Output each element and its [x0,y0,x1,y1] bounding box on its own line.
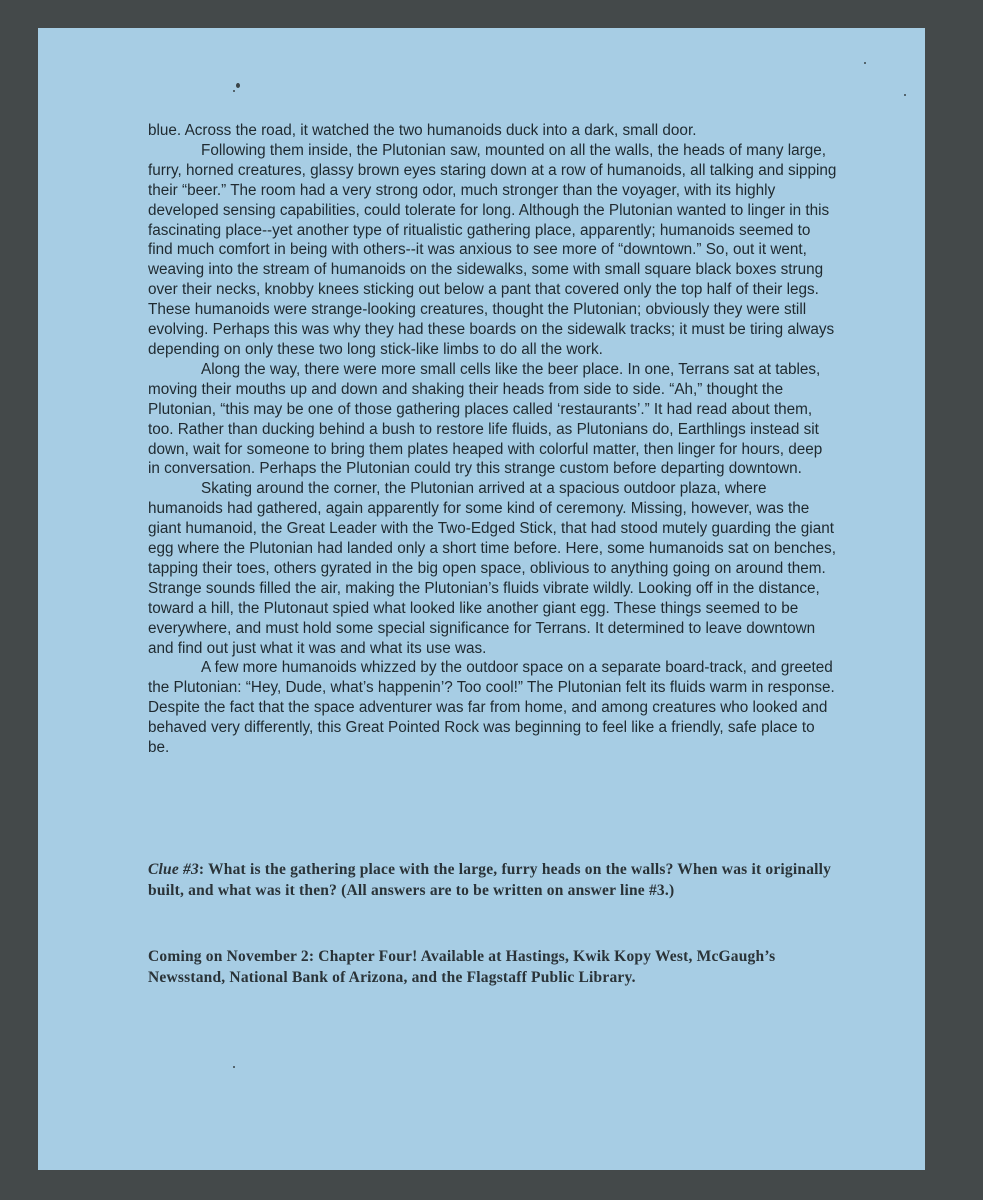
document-page [38,28,925,1170]
story-paragraph: A few more humanoids whizzed by the outdoor space on a separate board-track, and greeted the Plutonian: “Hey, Dude, what’s happenin’? Too cool!” The Plutonian felt its fluids warm in response. Despite the fact that the space adventurer was far from home, and among creatures who looked and behaved very differently, this Great Pointed Rock was beginning to feel like a friendly, safe place to be. [148,659,835,757]
coming-announcement: Coming on November 2: Chapter Four! Available at Hastings, Kwik Kopy West, McGaugh’s Newsstand, National Bank of Arizona, and the Flagstaff Public Library. [148,948,776,986]
story-paragraph: Skating around the corner, the Plutonian arrived at a spacious outdoor plaza, where humanoids had gathered, again apparently for some kind of ceremony. Missing, however, was the giant humanoid, the Great Leader with the Two-Edged Stick, that had stood mutely guarding the giant egg where the Plutonian had landed only a short time before. Here, some humanoids sat on benches, tapping their toes, others gyrated in the big open space, oblivious to anything going on around them. Strange sounds filled the air, making the Plutonian’s fluids vibrate wildly. Looking off in the distance, toward a hill, the Plutonaut spied what looked like another giant egg. These things seemed to be everywhere, and must hold some special significance for Terrans. It determined to leave downtown and find out just what it was and what its use was. [148,480,836,657]
story-body [148,121,838,758]
story-paragraph: Following them inside, the Plutonian saw, mounted on all the walls, the heads of many large, furry, horned creatures, glassy brown eyes staring down at a row of humanoids, all talking and sipping their “beer.” The room had a very strong odor, much stronger than the voyager, with its highly developed sensing capabilities, could tolerate for long. Although the Plutonian wanted to linger in this fascinating place--yet another type of ritualistic gathering place, apparently; humanoids seemed to find much comfort in being with others--it was anxious to see more of “downtown.” So, out it went, weaving into the stream of humanoids on the sidewalks, some with small square black boxes strung over their necks, knobby knees sticking out below a pant that covered only the top half of their legs. These humanoids were strange-looking creatures, thought the Plutonian; obviously they were still evolving. Perhaps this was why they had these boards on the sidewalk tracks; it must be tiring always depending on only these two long stick-like limbs to do all the work. [148,141,837,358]
clue-label: Clue #3 [148,861,199,878]
story-paragraph: blue. Across the road, it watched the two humanoids duck into a dark, small door. [148,122,697,139]
paper-speck [233,90,235,92]
paper-speck [236,83,240,88]
paper-speck [233,1066,235,1068]
clue-block [148,859,838,901]
paper-speck [864,62,866,64]
story-paragraph: Along the way, there were more small cells like the beer place. In one, Terrans sat at tables, moving their mouths up and down and shaking their heads from side to side. “Ah,” thought the Plutonian, “this may be one of those gathering places called ‘restaurants’.” It had read about them, too. Rather than ducking behind a bush to restore life fluids, as Plutonians do, Earthlings instead sit down, wait for someone to bring them plates heaped with colorful matter, then linger for hours, deep in conversation. Perhaps the Plutonian could try this strange custom before departing downtown. [148,360,823,478]
clue-text: : What is the gathering place with the large, furry heads on the walls? When was it originally built, and what was it then? (All answers are to be written on answer line #3.) [148,861,832,899]
paper-speck [904,94,906,96]
